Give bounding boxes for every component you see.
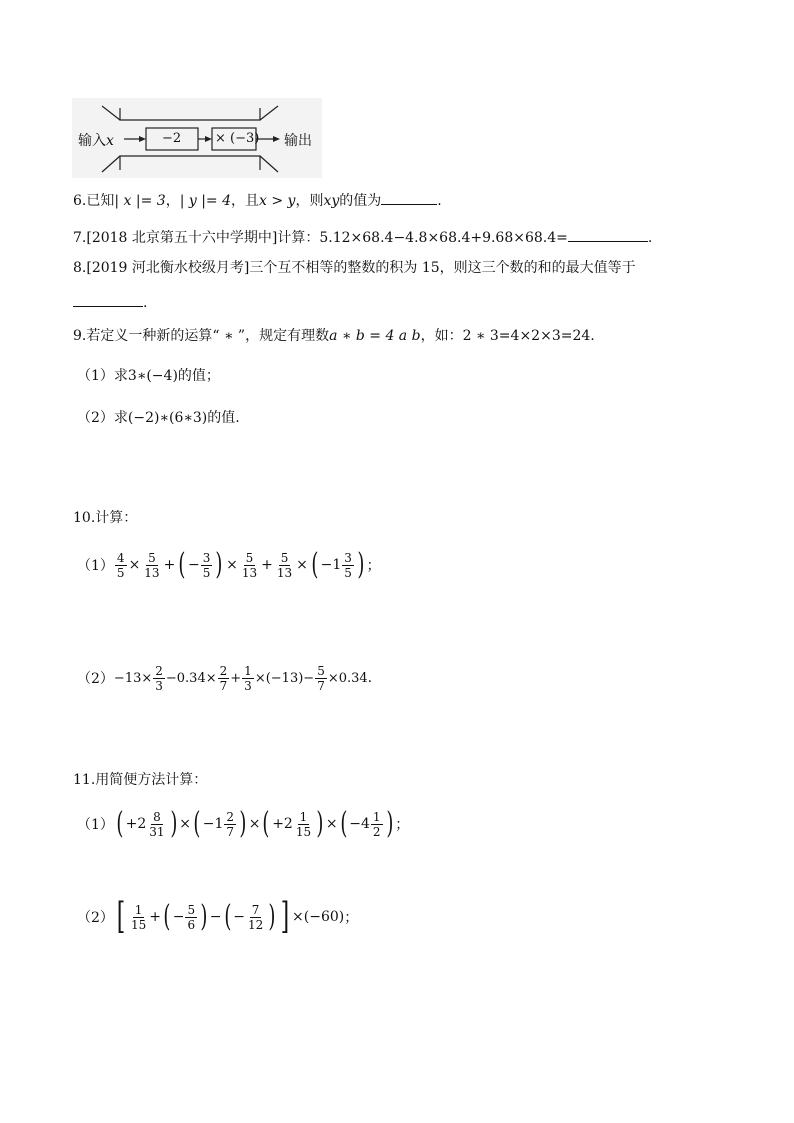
q10-p1-end: ； xyxy=(366,558,381,574)
q11-p1-expression: ( +2 $\frac{8}{31}$ ) × ( −1 $\frac{2}{7}$ ) × ( +2 $\frac{1}{15}$ ) × ( −4 $\frac{1}{2}$ ) xyxy=(116,806,393,841)
question-9 xyxy=(73,326,595,346)
flow-diagram xyxy=(72,98,322,178)
q6-sep3: ，则 xyxy=(295,193,324,209)
q8-answer-blank[interactable] xyxy=(73,292,143,307)
q9-p1-end: 的值； xyxy=(177,368,220,384)
q9-example: ，如：2 ∗ 3=4×2×3=24. xyxy=(420,328,595,344)
q8-text: 三个互不相等的整数的积为 15，则这三个数的和的最大值等于 xyxy=(249,260,636,276)
q7-period: . xyxy=(647,230,653,246)
q9-p1-ask: 求 xyxy=(113,368,128,384)
q11-text: 用简便方法计算： xyxy=(95,772,208,788)
q11-p2-label: （2） xyxy=(77,910,114,926)
question-7 xyxy=(73,227,652,248)
q11-p2-end: ； xyxy=(344,910,359,926)
q6-number: 6. xyxy=(73,193,87,209)
q6-expr: xy xyxy=(323,193,340,209)
q9-rule: a ∗ b = 4 a b xyxy=(329,328,421,344)
question-11 xyxy=(73,770,207,790)
q6-cond-ineq: x > y xyxy=(259,193,296,209)
q10-text: 计算： xyxy=(95,510,138,526)
q10-number: 10. xyxy=(73,510,96,526)
q9-p1-expr: 3∗(−4) xyxy=(127,368,178,384)
q9-p2-label: （2） xyxy=(77,410,114,426)
q6-text: 已知 xyxy=(86,193,115,209)
q6-period: . xyxy=(437,193,442,209)
q9-p2-end: 的值. xyxy=(207,410,240,426)
q10-part-1 xyxy=(77,543,381,587)
flow-box-multiply: × (−3) xyxy=(215,131,260,146)
q6-ask: 的值为 xyxy=(339,193,382,209)
q10-p2-label: （2） xyxy=(77,671,114,687)
q7-expression: 5.12×68.4−4.8×68.4+9.68×68.4= xyxy=(319,230,568,246)
flow-input-label: 输入 xyxy=(78,133,106,149)
q9-p1-label: （1） xyxy=(77,368,114,384)
q7-text: 计算： xyxy=(277,230,320,246)
q6-cond-x: | x |= 3 xyxy=(114,193,166,209)
question-8 xyxy=(73,258,636,278)
q10-p2-expression: −13× $\frac{2}{3}$ −0.34× $\frac{2}{7}$ + $\frac{1}{3}$ ×(−13)− $\frac{5}{7}$ ×0.34 xyxy=(113,663,368,693)
q6-sep2: ，且 xyxy=(231,193,260,209)
q9-p2-ask: 求 xyxy=(113,410,128,426)
q9-text: 若定义一种新的运算“ ∗ ”，规定有理数 xyxy=(86,328,330,344)
q8-period: . xyxy=(143,295,148,311)
q6-answer-blank[interactable] xyxy=(381,190,437,205)
q11-p1-label: （1） xyxy=(77,817,114,833)
q8-number: 8. xyxy=(73,260,87,276)
q10-part-2 xyxy=(77,656,372,700)
q10-p1-label: （1） xyxy=(77,558,114,574)
q6-sep1: ， xyxy=(165,193,180,209)
q7-source: [2018 北京第五十六中学期中] xyxy=(86,230,278,246)
q10-p1-expression: $\frac{4}{5}$ × $\frac{5}{13}$ + ( − $\frac{3}{5}$ ) × $\frac{5}{13}$ + $\frac{5}{13}$ × ( −1 $\frac{3}{5}$ ) xyxy=(116,547,365,582)
q11-number: 11. xyxy=(73,772,96,788)
q9-number: 9. xyxy=(73,328,87,344)
q11-part-1 xyxy=(77,801,409,847)
q9-part-2 xyxy=(77,408,240,428)
question-8-line2 xyxy=(73,292,147,313)
q10-p2-end: . xyxy=(367,670,373,686)
question-6 xyxy=(73,190,442,211)
q11-p2-expression: [ $\frac{1}{15}$ + ( − $\frac{5}{6}$ ) − ( − $\frac{7}{12}$ ) ] ×(−60) xyxy=(116,896,345,937)
q7-number: 7. xyxy=(73,230,87,246)
q11-part-2 xyxy=(77,894,358,940)
q6-cond-y: | y |= 4 xyxy=(179,193,232,209)
q8-source: [2019 河北衡水校级月考] xyxy=(86,260,250,276)
q11-p1-end: ； xyxy=(395,817,410,833)
q9-part-1 xyxy=(77,366,220,386)
q9-p2-expr: (−2)∗(6∗3) xyxy=(127,410,208,426)
q7-answer-blank[interactable] xyxy=(568,227,648,242)
question-10 xyxy=(73,508,137,528)
flow-box-subtract: −2 xyxy=(162,131,182,146)
flow-input-var: x xyxy=(106,133,114,149)
flow-output-label: 输出 xyxy=(284,133,312,149)
